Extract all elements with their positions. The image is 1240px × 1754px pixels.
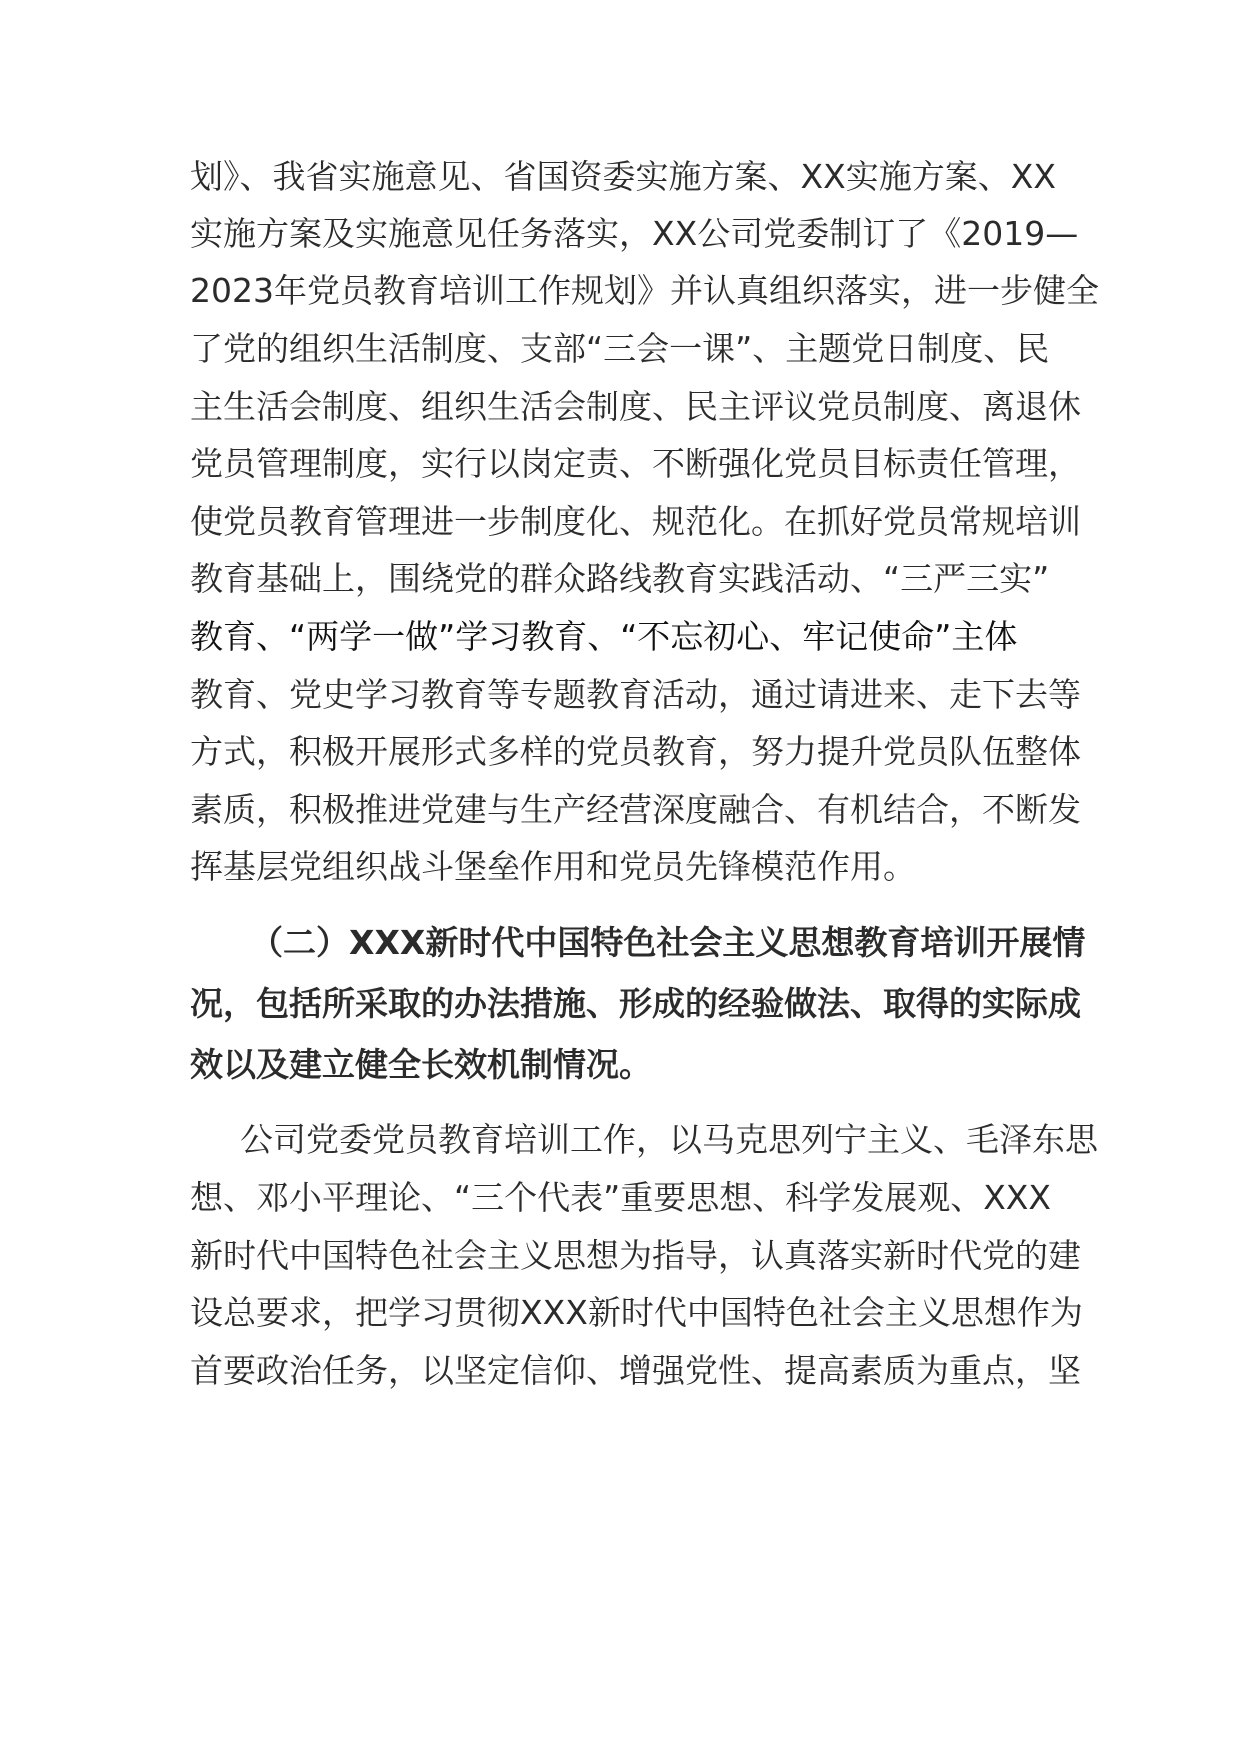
heading-line: （二）XXX新时代中国特色社会主义思想教育培训开展情	[250, 923, 1086, 962]
text-line: 2023年党员教育培训工作规划》并认真组织落实，进一步健全	[190, 271, 1099, 310]
text-line: 首要政治任务，以坚定信仰、增强党性、提高素质为重点，坚	[190, 1351, 1081, 1390]
text-line: 实施方案及实施意见任务落实，XX公司党委制订了《2019—	[190, 214, 1079, 253]
text-line: 挥基层党组织战斗堡垒作用和党员先锋模范作用。	[190, 847, 916, 886]
text-line: 划》、我省实施意见、省国资委实施方案、XX实施方案、XX	[190, 157, 1056, 196]
heading-line: 况，包括所采取的办法措施、形成的经验做法、取得的实际成	[190, 984, 1081, 1023]
text-line: 设总要求，把学习贯彻XXX新时代中国特色社会主义思想作为	[190, 1293, 1083, 1332]
text-line: 方式，积极开展形式多样的党员教育，努力提升党员队伍整体	[190, 732, 1081, 771]
heading-line: 效以及建立健全长效机制情况。	[190, 1045, 652, 1084]
text-line: 使党员教育管理进一步制度化、规范化。在抓好党员常规培训	[190, 502, 1081, 541]
text-line: 党员管理制度，实行以岗定责、不断强化党员目标责任管理，	[190, 444, 1081, 483]
text-line: 新时代中国特色社会主义思想为指导，认真落实新时代党的建	[190, 1236, 1081, 1275]
text-line: 公司党委党员教育培训工作，以马克思列宁主义、毛泽东思	[240, 1120, 1098, 1159]
text-line: 教育、党史学习教育等专题教育活动，通过请进来、走下去等	[190, 675, 1081, 714]
text-line: 想、邓小平理论、“三个代表”重要思想、科学发展观、XXX	[190, 1178, 1052, 1217]
text-line: 教育、“两学一做”学习教育、“不忘初心、牢记使命”主体	[190, 617, 1018, 656]
text-line: 主生活会制度、组织生活会制度、民主评议党员制度、离退休	[190, 387, 1081, 426]
text-line: 教育基础上，围绕党的群众路线教育实践活动、“三严三实”	[190, 559, 1050, 598]
text-line: 了党的组织生活制度、支部“三会一课”、主题党日制度、民	[190, 329, 1050, 368]
text-line: 素质，积极推进党建与生产经营深度融合、有机结合，不断发	[190, 790, 1081, 829]
